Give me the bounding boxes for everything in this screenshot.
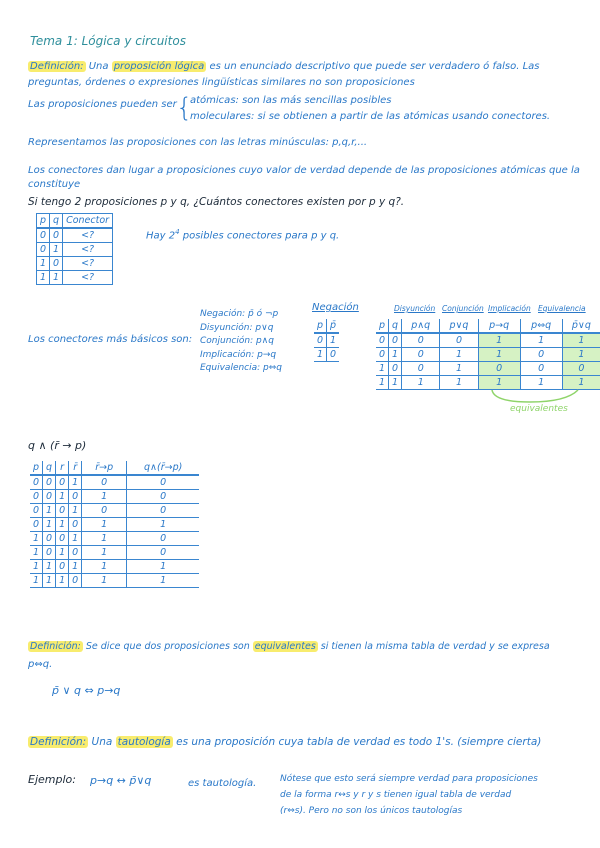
brace-symbol: { — [176, 93, 193, 123]
table-cell: 1 — [562, 333, 600, 348]
table-cell: 1 — [327, 333, 340, 348]
table-cell: 1 — [69, 475, 82, 490]
table-cell: <? — [63, 271, 113, 285]
table-cell: 0 — [69, 490, 82, 504]
group-label-equivalencia: Equivalencia — [538, 304, 586, 313]
table-cell: 0 — [520, 348, 562, 362]
table-header: p — [37, 214, 50, 229]
table-cell: 0 — [127, 490, 200, 504]
equivalent-note: equivalentes — [510, 404, 568, 414]
table-cell: 1 — [50, 271, 63, 285]
table-cell: 1 — [82, 490, 127, 504]
table-cell: 1 — [314, 348, 327, 362]
example-formula: p→q ↔ p̄∨q — [90, 774, 152, 787]
table-cell: 1 — [82, 532, 127, 546]
exponent: 4 — [175, 228, 180, 236]
table-cell: 0 — [30, 518, 43, 532]
table-cell: 0 — [402, 362, 440, 376]
basic-list — [200, 308, 282, 376]
table-header: q — [389, 319, 402, 333]
table-row — [37, 228, 113, 243]
list-item: Conjunción: p∧q — [200, 336, 274, 346]
example-text: es tautología. — [188, 778, 257, 789]
table-cell: 1 — [43, 504, 56, 518]
table-cell: 1 — [43, 518, 56, 532]
table-cell: 1 — [56, 518, 69, 532]
table-cell: 0 — [478, 362, 520, 376]
table-row — [314, 333, 339, 348]
note-line: de la forma r↔s y r y s tienen igual tabla de verdad — [280, 790, 512, 800]
definition-text: es una proposición cuya tabla de verdad es todo 1's. (siempre cierta) — [172, 736, 542, 748]
table-cell: 0 — [56, 532, 69, 546]
table-cell: 1 — [127, 518, 200, 532]
definition-text: Una — [85, 61, 112, 72]
table-cell: 1 — [69, 504, 82, 518]
definition-text: Se dice que dos proposiciones son — [82, 641, 253, 652]
table-cell: 1 — [37, 271, 50, 285]
table-header: q — [43, 461, 56, 475]
table-cell: 1 — [520, 376, 562, 390]
possible-text: posibles conectores para p y q. — [179, 230, 340, 242]
table-cell: 1 — [389, 376, 402, 390]
table-cell: 1 — [56, 490, 69, 504]
table-header: p∧q — [402, 319, 440, 333]
example-label: Ejemplo: — [28, 773, 76, 786]
table-cell: 0 — [37, 243, 50, 257]
table-cell: 0 — [440, 333, 478, 348]
table-cell: 0 — [30, 490, 43, 504]
negation-table — [314, 319, 339, 362]
table-row — [30, 504, 199, 518]
table-cell: 1 — [402, 376, 440, 390]
table-cell: 1 — [389, 348, 402, 362]
table-cell: 0 — [376, 348, 389, 362]
table-cell: 1 — [56, 574, 69, 588]
table-cell: 1 — [440, 348, 478, 362]
table-cell: 0 — [43, 490, 56, 504]
definition-tautology — [28, 736, 541, 749]
definition-label: Definición: — [30, 61, 84, 72]
table-cell: 1 — [376, 376, 389, 390]
table-cell: 0 — [389, 362, 402, 376]
table-cell: 0 — [376, 333, 389, 348]
table-cell: 1 — [127, 560, 200, 574]
table-cell: 1 — [376, 362, 389, 376]
table-cell: 0 — [82, 504, 127, 518]
table-cell: 0 — [50, 228, 63, 243]
table-cell: 0 — [402, 333, 440, 348]
list-item: Negación: p̄ ó ¬p — [200, 309, 279, 319]
table-header: p — [376, 319, 389, 333]
table-cell: 1 — [30, 546, 43, 560]
table-header: q — [50, 214, 63, 229]
types-atomic: atómicas: son las más sencillas posibles — [190, 95, 392, 106]
table-row — [376, 362, 600, 376]
table-cell: 1 — [43, 574, 56, 588]
table-cell: <? — [63, 257, 113, 271]
definition-label: Definición: — [30, 736, 87, 748]
table-cell: 0 — [69, 574, 82, 588]
equivalent-curve — [492, 390, 578, 402]
list-item: Implicación: p→q — [200, 349, 277, 360]
table-cell: 1 — [69, 560, 82, 574]
table-cell: 1 — [562, 348, 600, 362]
table-cell: 1 — [82, 518, 127, 532]
table-cell: 0 — [69, 546, 82, 560]
definition-equivalent-line2: p⇔q. — [28, 659, 53, 670]
connectors-line1: Los conectores dan lugar a proposiciones cuyo valor de verdad depende de las proposiciones atómicas que la — [28, 165, 580, 176]
table-row — [30, 518, 199, 532]
table-cell: 0 — [50, 257, 63, 271]
table-cell: 1 — [520, 333, 562, 348]
basic-intro: Los conectores más básicos son: — [28, 334, 193, 345]
connectives-table — [376, 319, 600, 390]
definition-text: si tienen la misma tabla de verdad y se expresa — [317, 641, 550, 652]
table-cell: 1 — [56, 546, 69, 560]
table-cell: 0 — [562, 362, 600, 376]
table-header: p∨q — [440, 319, 478, 333]
list-item: Disyunción: p∨q — [200, 322, 274, 333]
table-cell: 0 — [327, 348, 340, 362]
table-cell: 1 — [43, 560, 56, 574]
table-cell: 0 — [127, 475, 200, 490]
table-header: p⇔q — [520, 319, 562, 333]
table-cell: 1 — [30, 560, 43, 574]
definition-term: proposición lógica — [113, 61, 205, 72]
note-line: (r⇔s). Pero no son los únicos tautologías — [280, 806, 463, 816]
table-cell: 0 — [520, 362, 562, 376]
question-text: Si tengo 2 proposiciones p y q, ¿Cuántos conectores existen por p y q?. — [28, 196, 405, 208]
table-cell: 1 — [69, 532, 82, 546]
group-label-conjuncion: Conjunción — [442, 304, 484, 313]
table-cell: 0 — [30, 504, 43, 518]
table-cell: <? — [63, 228, 113, 243]
table-row — [30, 560, 199, 574]
equivalence-formula: p̄ ∨ q ⇔ p→q — [52, 684, 121, 697]
truth-table — [30, 461, 199, 588]
table-cell: 1 — [478, 348, 520, 362]
definition-term: tautología — [117, 736, 171, 748]
types-intro: Las proposiciones pueden ser — [28, 99, 177, 110]
table-cell: 1 — [30, 532, 43, 546]
negation-title: Negación — [312, 302, 359, 313]
table-row — [314, 348, 339, 362]
table-header: r̄ — [69, 461, 82, 475]
table-cell: 1 — [440, 376, 478, 390]
table-cell: 1 — [127, 574, 200, 588]
table-cell: 1 — [82, 574, 127, 588]
connectors-line2: constituye — [28, 179, 81, 190]
table-header: q∧(r̄→p) — [127, 461, 200, 475]
table-cell: 1 — [50, 243, 63, 257]
table-row — [30, 574, 199, 588]
table-header: p̄ — [327, 319, 340, 333]
group-label-disyuncion: Disyunción — [394, 304, 436, 313]
table-cell: 1 — [30, 574, 43, 588]
possible-text: Hay 2 — [146, 230, 176, 242]
table-row — [37, 243, 113, 257]
table-cell: 0 — [56, 475, 69, 490]
table-cell: 0 — [402, 348, 440, 362]
table-cell: 1 — [82, 546, 127, 560]
note-line: Nótese que esto será siempre verdad para proposiciones — [280, 774, 538, 784]
table-header: p — [314, 319, 327, 333]
table-cell: 0 — [56, 504, 69, 518]
types-molecular: moleculares: si se obtienen a partir de las atómicas usando conectores. — [190, 111, 551, 122]
table-cell: 0 — [43, 546, 56, 560]
table-cell: 1 — [478, 376, 520, 390]
table-row — [30, 546, 199, 560]
table-cell: 0 — [69, 518, 82, 532]
table-cell: 0 — [56, 560, 69, 574]
definition-text: Una — [88, 736, 116, 748]
table-row — [37, 271, 113, 285]
table-header: Conector — [63, 214, 113, 229]
table-cell: 0 — [82, 475, 127, 490]
table-cell: 0 — [30, 475, 43, 490]
table-cell: 1 — [37, 257, 50, 271]
table-header: r̄→p — [82, 461, 127, 475]
table-cell: 1 — [562, 376, 600, 390]
table-cell: 1 — [478, 333, 520, 348]
group-label-implicacion: Implicación — [488, 304, 531, 313]
table-cell: 0 — [314, 333, 327, 348]
example-note — [280, 771, 538, 819]
table-cell: 0 — [37, 228, 50, 243]
table-cell: 0 — [127, 532, 200, 546]
page-title: Tema 1: Lógica y circuitos — [30, 34, 186, 48]
table-cell: 0 — [127, 504, 200, 518]
definition-label: Definición: — [30, 641, 81, 652]
definition-equivalent — [28, 640, 550, 653]
table-row — [376, 333, 600, 348]
table-header: p — [30, 461, 43, 475]
table-header: p̄∨q — [562, 319, 600, 333]
table-cell: 1 — [82, 560, 127, 574]
definition-proposition — [28, 60, 540, 73]
definition-term: equivalentes — [254, 641, 316, 652]
connector-table — [36, 213, 113, 285]
definition-line2: preguntas, órdenes o expresiones lingüísticas similares no son proposiciones — [28, 77, 415, 88]
table-row — [30, 490, 199, 504]
expression-label: q ∧ (r̄ → p) — [28, 439, 87, 452]
table-header: r — [56, 461, 69, 475]
table-header: p→q — [478, 319, 520, 333]
table-row — [30, 532, 199, 546]
table-cell: 0 — [389, 333, 402, 348]
table-row — [37, 257, 113, 271]
list-item: Equivalencia: p⇔q — [200, 363, 283, 373]
represent-text: Representamos las proposiciones con las letras minúsculas: p,q,r,... — [28, 137, 368, 148]
table-cell: 0 — [43, 532, 56, 546]
possible-connectors — [146, 226, 339, 242]
table-cell: 1 — [440, 362, 478, 376]
definition-text: es un enunciado descriptivo que puede ser verdadero ó falso. Las — [206, 61, 540, 72]
table-cell: 0 — [127, 546, 200, 560]
table-cell: 0 — [43, 475, 56, 490]
table-row — [376, 348, 600, 362]
table-cell: <? — [63, 243, 113, 257]
table-row — [30, 475, 199, 490]
